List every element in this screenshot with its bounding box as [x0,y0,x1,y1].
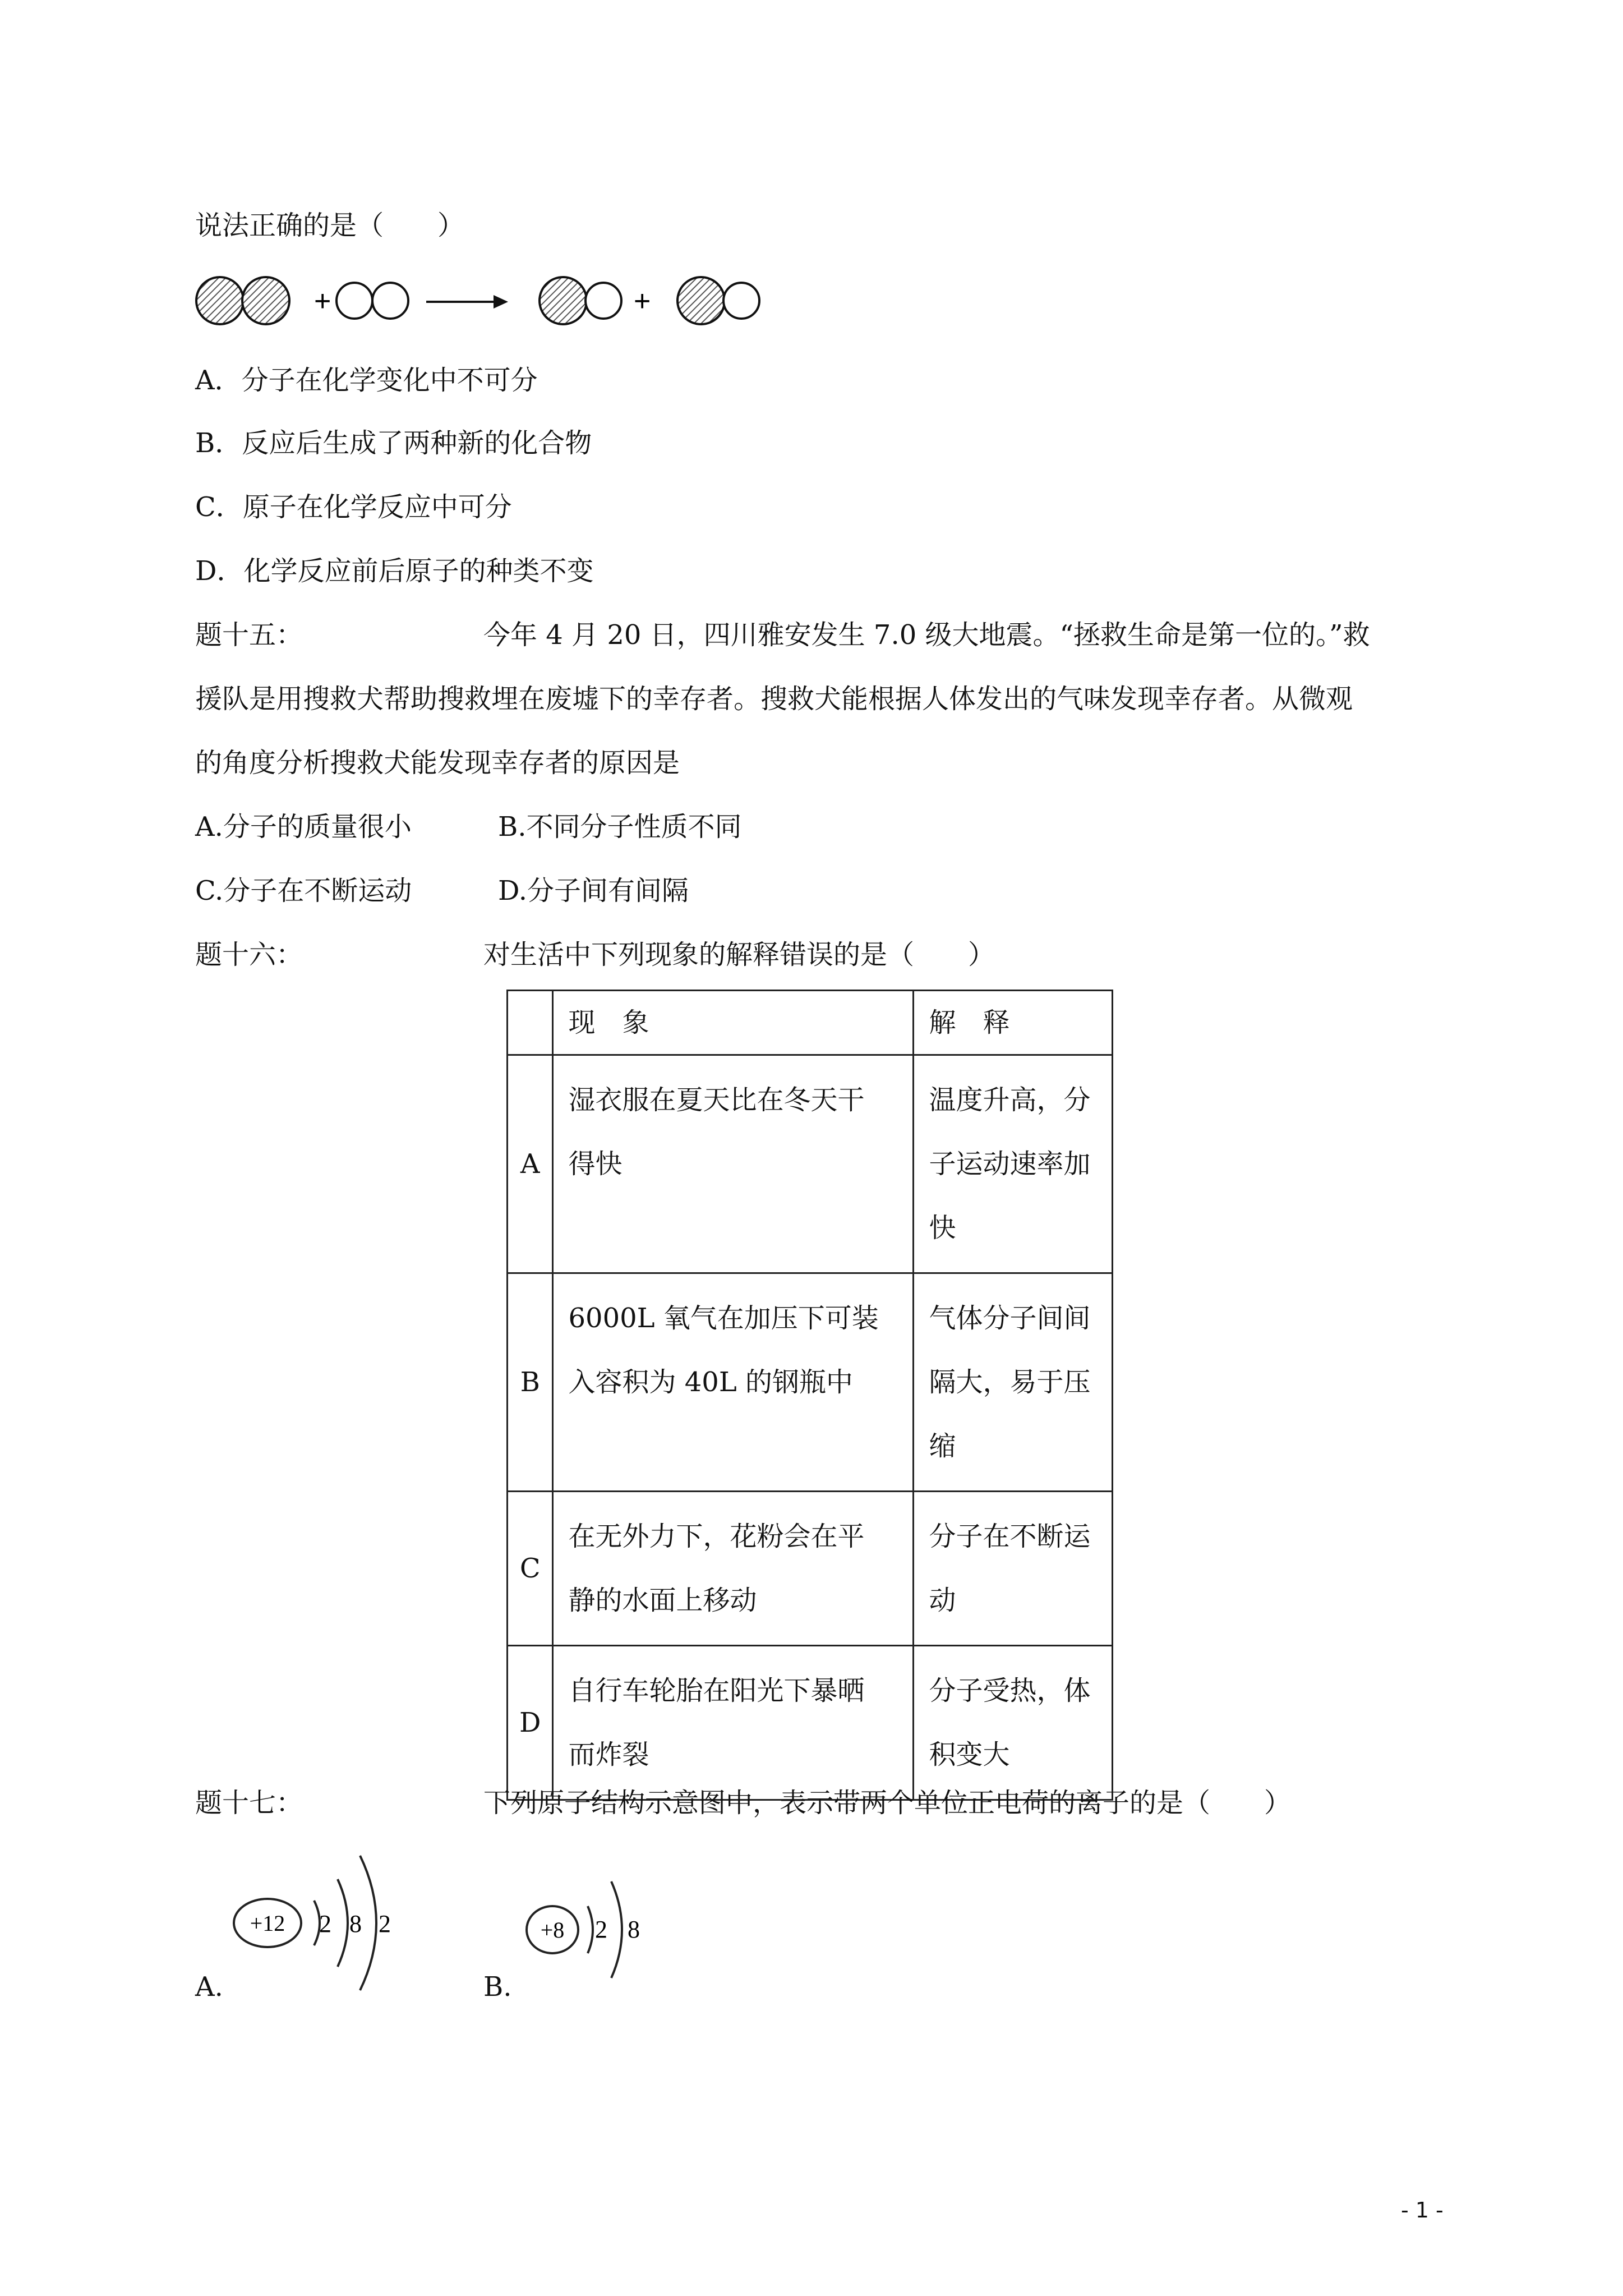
q16-label: 题十六： [195,939,303,970]
table-row [508,1492,1113,1646]
explanation-cell: 分子受热，体 积变大 [914,1646,1113,1800]
q16-stem: 对生活中下列现象的解释错误的是（ ） [483,939,995,970]
q14-option-d: D．化学反应前后原子的种类不变 [195,555,594,587]
q15-label: 题十五： [195,619,303,651]
reaction-diagram [191,269,774,331]
header-blank [508,991,553,1055]
phenomenon-table [506,990,1113,1801]
q17-option-b-label: B. [483,1971,512,2003]
phenomenon-cell: 自行车轮胎在阳光下暴晒 而炸裂 [553,1646,914,1800]
table-row [508,1646,1113,1800]
table-header-row [508,991,1113,1055]
q14-stem-tail: 说法正确的是（ ） [195,210,465,241]
row-label: D [508,1646,553,1800]
q15-option-a: A.分子的质量很小 [195,811,412,843]
nucleus-charge: +12 [250,1911,285,1936]
q15-line-3: 的角度分析搜救犬能发现幸存者的原因是 [195,747,680,779]
atom-diagram-b [522,1862,656,2003]
explanation-cell: 温度升高，分 子运动速率加 快 [914,1055,1113,1273]
row-label: B [508,1273,553,1492]
plus-sign-1: + [314,285,331,318]
q17-stem: 下列原子结构示意图中，表示带两个单位正电荷的离子的是（ ） [483,1787,1292,1819]
shell-electrons: 2 [595,1916,607,1943]
product-molecule-1 [540,277,621,324]
shell-electrons: 2 [319,1910,331,1938]
header-explanation: 解 释 [914,991,1113,1055]
q15-option-d: D.分子间有间隔 [498,875,689,907]
table-row [508,1273,1113,1492]
phenomenon-cell: 湿衣服在夏天比在冬天干 得快 [553,1055,914,1273]
q17-option-a-label: A. [195,1971,223,2003]
q15-line-1: 今年 4 月 20 日，四川雅安发生 7.0 级大地震。“拯救生命是第一位的。”救 [483,619,1370,651]
explanation-cell: 气体分子间间 隔大，易于压 缩 [914,1273,1113,1492]
q14-option-b: B．反应后生成了两种新的化合物 [195,427,592,459]
explanation-cell: 分子在不断运 动 [914,1492,1113,1646]
shell-electrons: 8 [628,1916,640,1943]
row-label: A [508,1055,553,1273]
row-label: C [508,1492,553,1646]
page-number: - 1 - [1401,2198,1444,2223]
product-molecule-2 [677,277,759,324]
reactant-molecule-1 [196,277,289,324]
nucleus-charge: +8 [540,1917,565,1943]
reactant-molecule-2 [336,283,408,319]
q15-option-c: C.分子在不断运动 [195,875,412,907]
q15-option-b: B.不同分子性质不同 [498,811,742,843]
phenomenon-cell: 在无外力下，花粉会在平 静的水面上移动 [553,1492,914,1646]
shell-electrons: 2 [379,1910,391,1938]
q15-line-2: 援队是用搜救犬帮助搜救埋在废墟下的幸存者。搜救犬能根据人体发出的气味发现幸存者。从微观 [195,683,1353,715]
phenomenon-cell: 6000L 氧气在加压下可装 入容积为 40L 的钢瓶中 [553,1273,914,1492]
q14-option-c: C．原子在化学反应中可分 [195,491,512,523]
q17-label: 题十七： [195,1787,303,1819]
q14-option-a: A．分子在化学变化中不可分 [195,365,538,396]
shell-electrons: 8 [349,1910,362,1938]
reaction-arrow [426,295,508,309]
plus-sign-2: + [634,285,651,318]
atom-diagram-a [230,1834,409,2003]
header-phenomenon: 现 象 [553,991,914,1055]
table-row [508,1055,1113,1273]
